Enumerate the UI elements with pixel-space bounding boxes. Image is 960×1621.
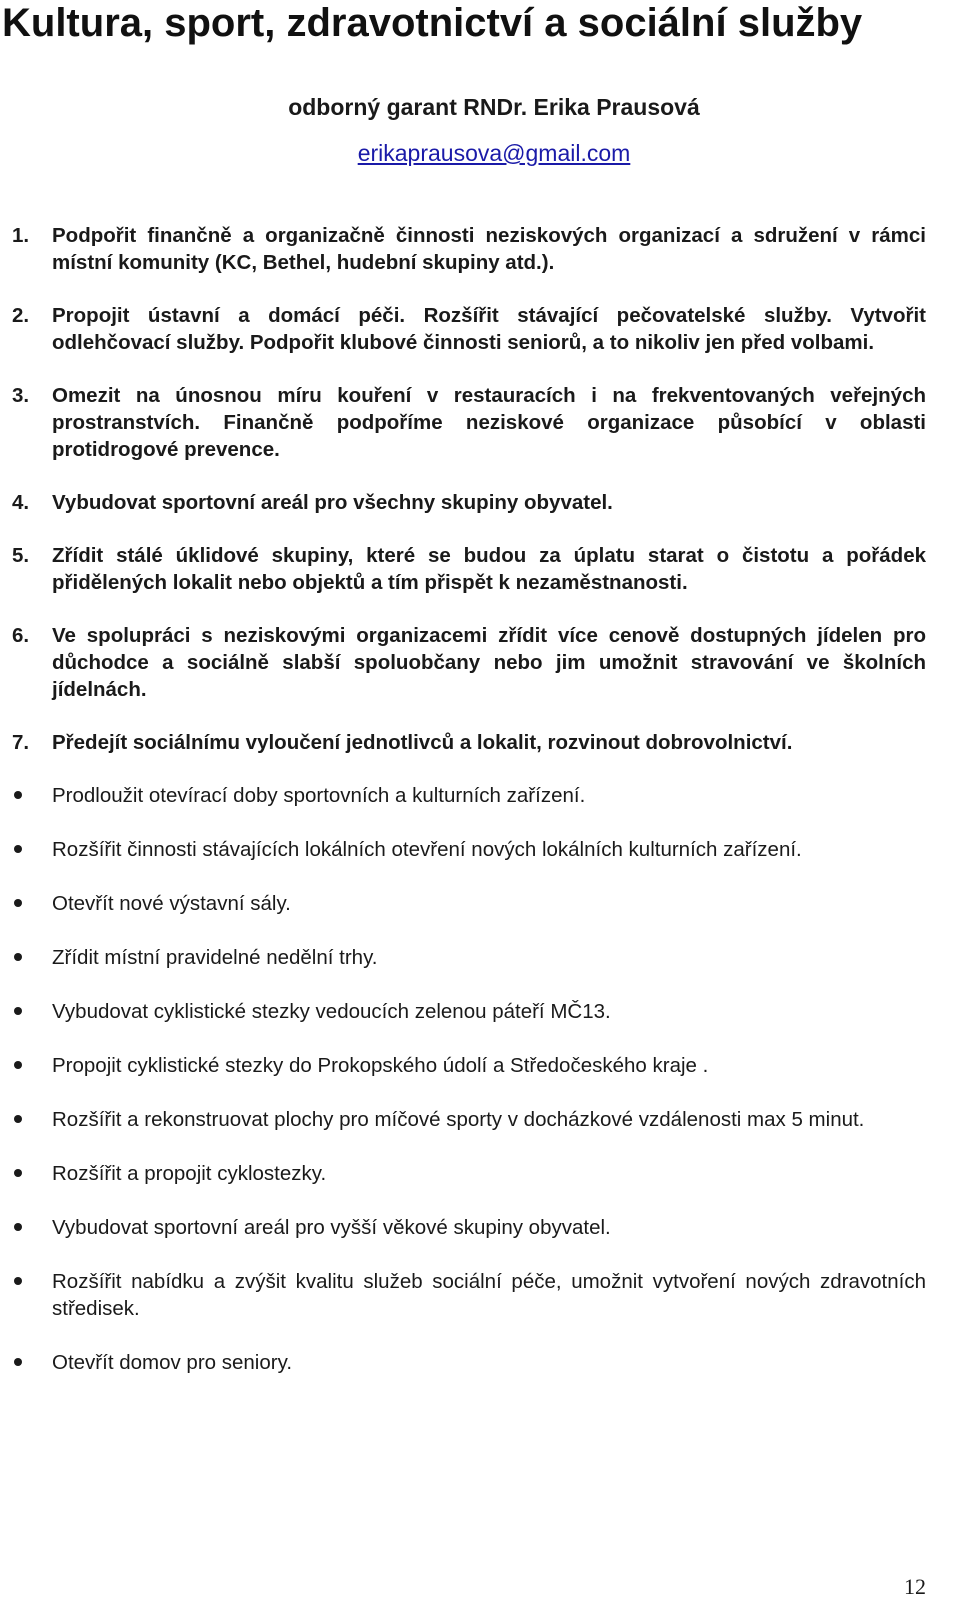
item-text: Vybudovat sportovní areál pro všechny skupiny obyvatel. — [52, 491, 613, 514]
bullet-item — [12, 998, 926, 1025]
email-link[interactable]: erikaprausova@gmail.com — [357, 140, 631, 166]
page-number: 12 — [904, 1574, 926, 1599]
bullet-item — [12, 782, 926, 809]
item-text: Propojit ústavní a domácí péči. Rozšířit stávající pečovatelské služby. Vytvořit odlehčovací služby. Podpořit klubové činnosti seniorů, a to nikoliv jen před volbami. — [52, 304, 926, 354]
bullet-text: Propojit cyklistické stezky do Prokopského údolí a Středočeského kraje . — [52, 1054, 709, 1077]
item-text: Omezit na únosnou míru kouření v restauracích i na frekventovaných veřejných prostranstvích. Finančně podpoříme neziskové organizace působící v oblasti protidrogové prevence. — [52, 384, 926, 461]
bullet-item — [12, 890, 926, 917]
expert-guarantor: odborný garant RNDr. Erika Prausová — [288, 94, 700, 120]
bullet-icon — [14, 791, 22, 799]
bullet-item — [12, 1214, 926, 1241]
bullet-text: Rozšířit nabídku a zvýšit kvalitu služeb sociální péče, umožnit vytvoření nových zdravotních středisek. — [52, 1270, 926, 1320]
numbered-item — [12, 222, 926, 276]
bullet-text: Rozšířit a rekonstruovat plochy pro míčové sporty v docházkové vzdálenosti max 5 minut. — [52, 1108, 865, 1131]
numbered-item — [12, 302, 926, 356]
item-text: Předejít sociálnímu vyloučení jednotlivců a lokalit, rozvinout dobrovolnictví. — [52, 731, 793, 754]
bullet-item — [12, 1160, 926, 1187]
bullet-icon — [14, 1169, 22, 1177]
item-number: 4. — [12, 491, 30, 514]
content-list — [12, 222, 926, 1403]
numbered-item — [12, 382, 926, 463]
bullet-text: Vybudovat sportovní areál pro vyšší věkové skupiny obyvatel. — [52, 1216, 611, 1239]
bullet-icon — [14, 845, 22, 853]
email-line — [0, 138, 960, 168]
bullet-icon — [14, 1061, 22, 1069]
item-text: Ve spolupráci s neziskovými organizacemi zřídit více cenově dostupných jídelen pro důchodce a sociálně slabší spoluobčany nebo jim umožnit stravování ve školních jídelnách. — [52, 624, 926, 701]
item-number: 6. — [12, 624, 30, 647]
bullet-item — [12, 836, 926, 863]
bullet-text: Otevřít domov pro seniory. — [52, 1351, 293, 1374]
bullet-text: Rozšířit činnosti stávajících lokálních otevření nových lokálních kulturních zařízení. — [52, 838, 802, 861]
item-number: 5. — [12, 544, 30, 567]
bullet-item — [12, 1106, 926, 1133]
bullet-icon — [14, 1007, 22, 1015]
bullet-item — [12, 1052, 926, 1079]
numbered-item — [12, 542, 926, 596]
bullet-text: Rozšířit a propojit cyklostezky. — [52, 1162, 327, 1185]
bullet-icon — [14, 953, 22, 961]
bullet-text: Prodloužit otevírací doby sportovních a kulturních zařízení. — [52, 784, 586, 807]
numbered-item — [12, 489, 926, 516]
item-text: Zřídit stálé úklidové skupiny, které se budou za úplatu starat o čistotu a pořádek přidělených lokalit nebo objektů a tím přispět k nezaměstnanosti. — [52, 544, 926, 594]
numbered-item — [12, 729, 926, 756]
bullet-text: Zřídit místní pravidelné nedělní trhy. — [52, 946, 378, 969]
item-number: 2. — [12, 304, 30, 327]
item-text: Podpořit finančně a organizačně činnosti neziskových organizací a sdružení v rámci místní komunity (KC, Bethel, hudební skupiny atd.). — [52, 224, 926, 274]
bullet-icon — [14, 1358, 22, 1366]
bullet-icon — [14, 1277, 22, 1285]
bullet-item — [12, 1268, 926, 1322]
page-title: Kultura, sport, zdravotnictví a sociální služby — [2, 1, 863, 45]
bullet-text: Otevřít nové výstavní sály. — [52, 892, 291, 915]
bullet-item — [12, 1349, 926, 1376]
bullet-icon — [14, 1115, 22, 1123]
item-number: 3. — [12, 384, 30, 407]
bullet-text: Vybudovat cyklistické stezky vedoucích zelenou páteří MČ13. — [52, 1000, 611, 1023]
bullet-icon — [14, 899, 22, 907]
bullet-icon — [14, 1223, 22, 1231]
bullet-item — [12, 944, 926, 971]
numbered-item — [12, 622, 926, 703]
item-number: 1. — [12, 224, 30, 247]
item-number: 7. — [12, 731, 30, 754]
